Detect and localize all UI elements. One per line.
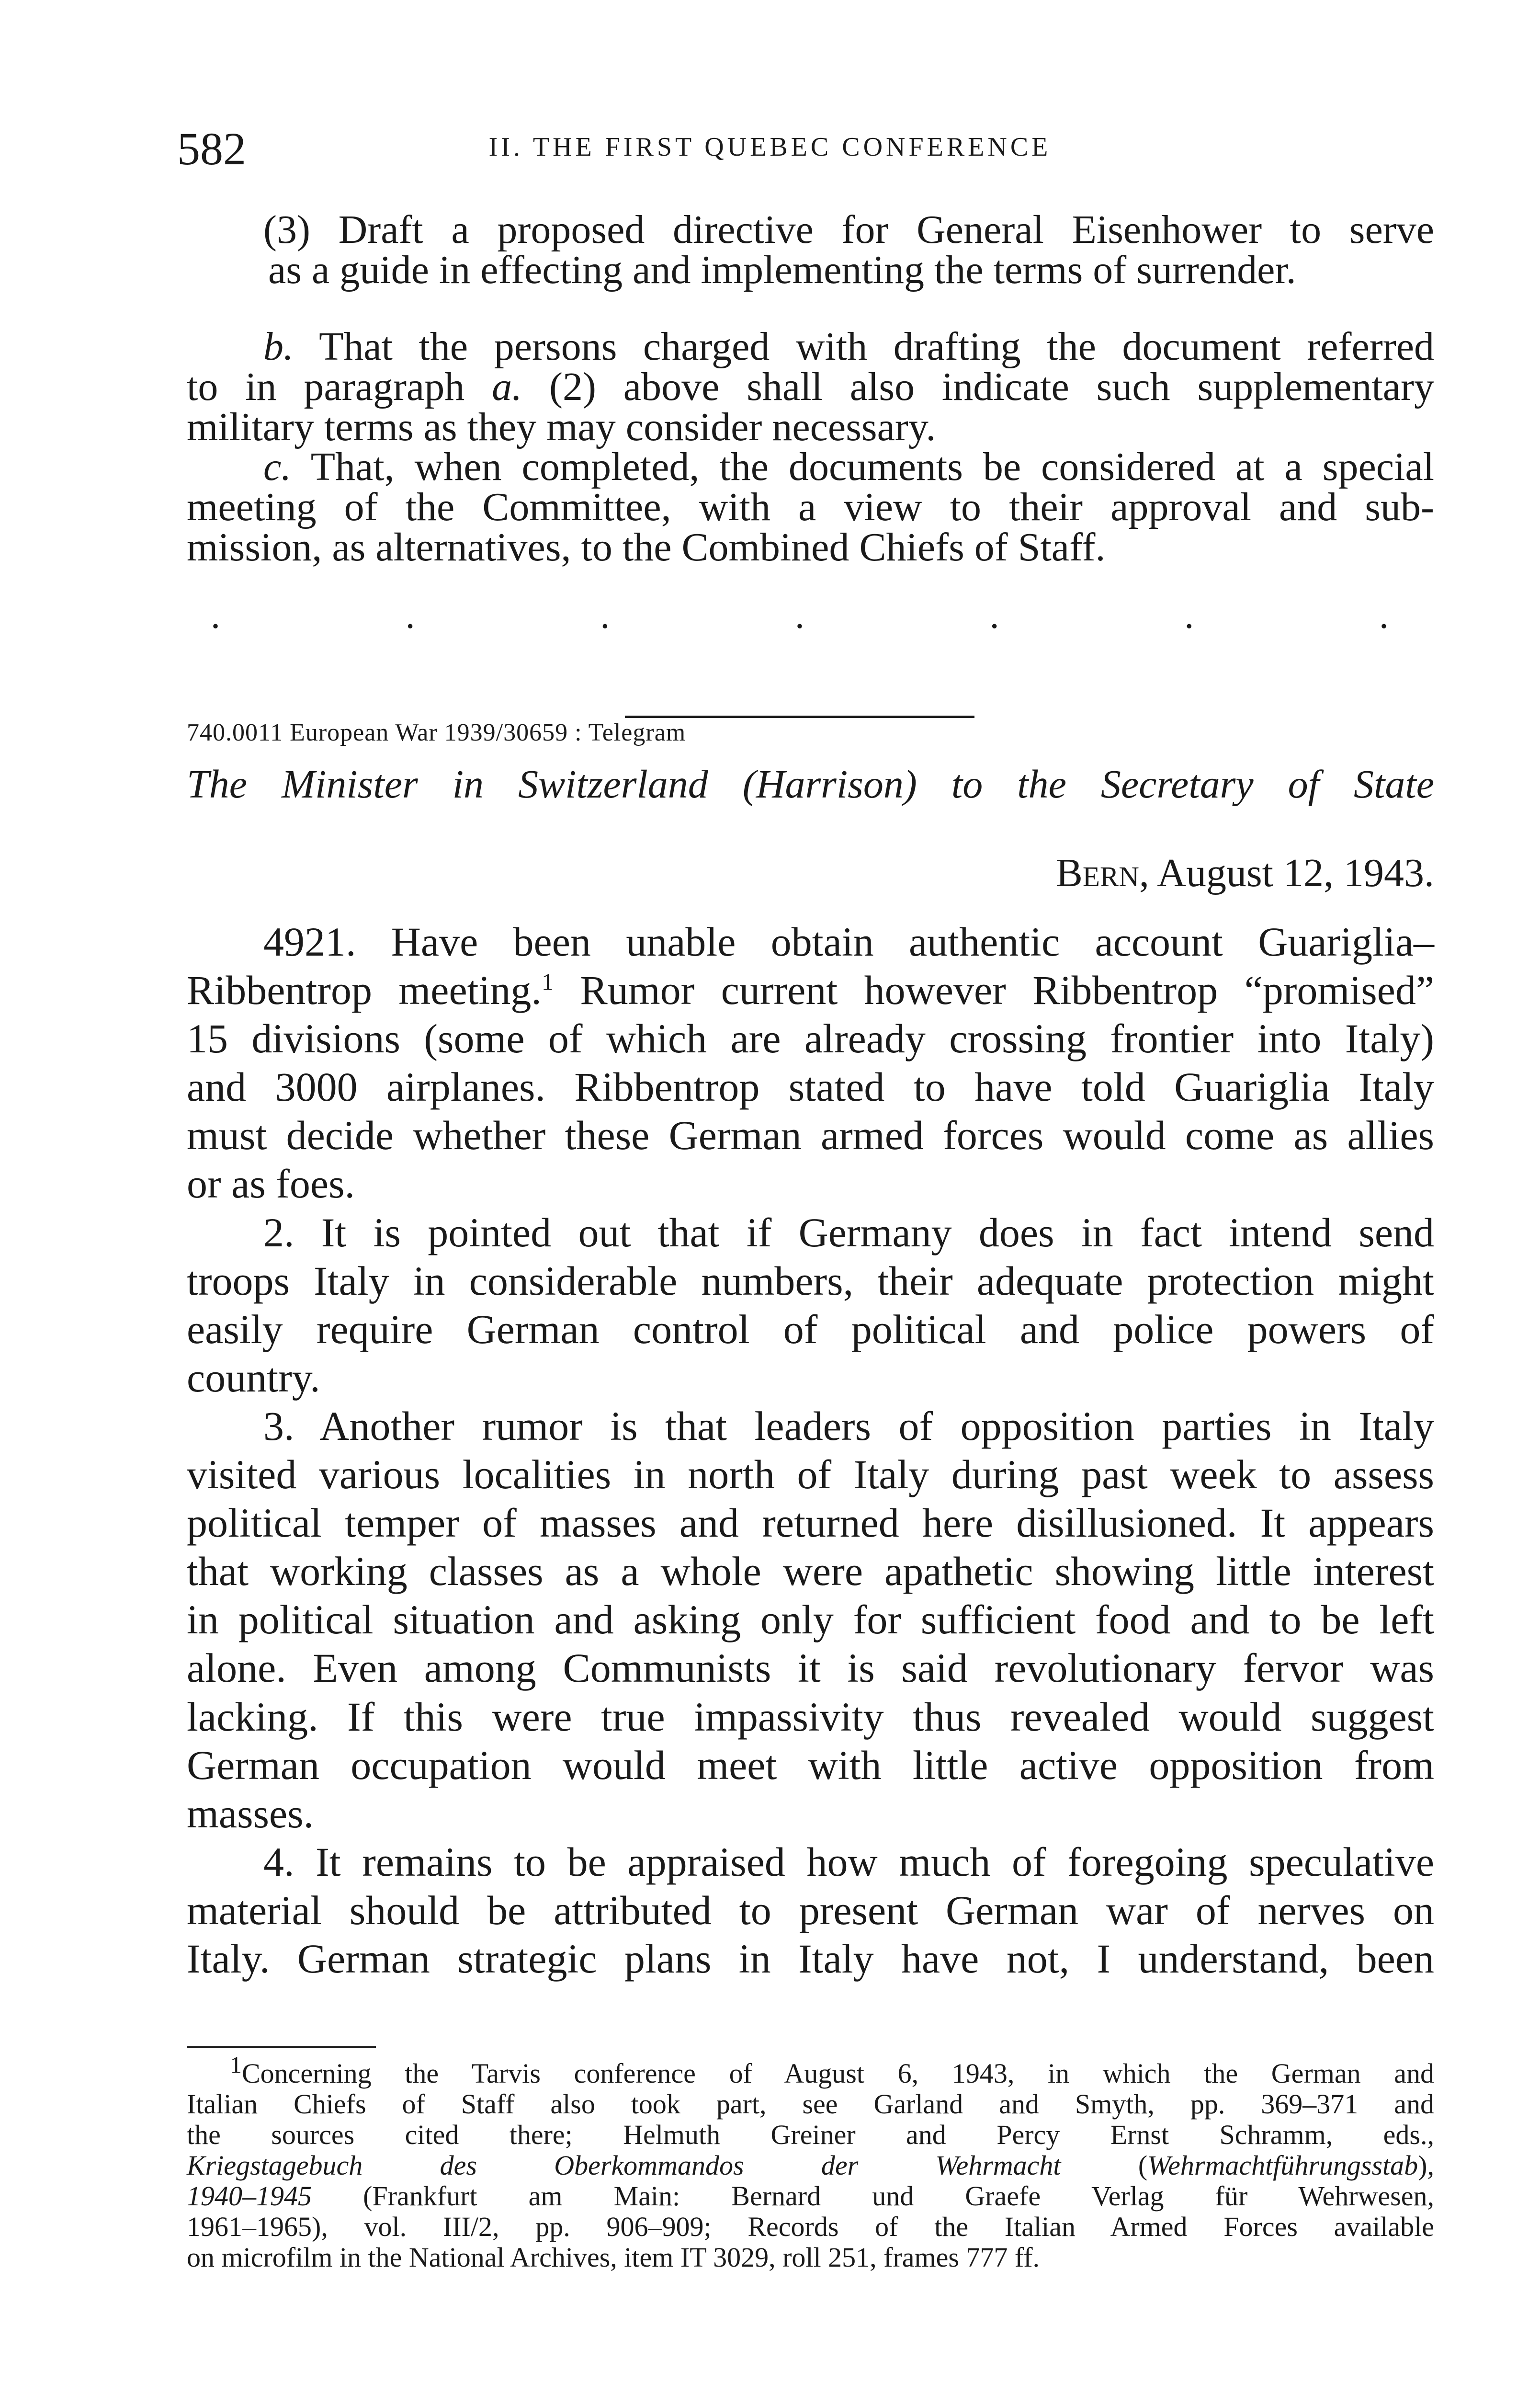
text-line: and 3000 airplanes. Ribbentrop stated to have told Guariglia Italy: [187, 1064, 1434, 1110]
text-line: or as foes.: [187, 1161, 355, 1207]
text-line: the sources cited there; Helmuth Greiner and Percy Ernst Schramm, eds.,: [187, 2119, 1434, 2150]
text-line: 4921. Have been unable obtain authentic account Guariglia–: [263, 919, 1434, 965]
omission-dot: .: [211, 594, 220, 637]
footnote: [187, 2051, 1434, 2273]
text-line: as a guide in effecting and implementing the terms of surrender.: [268, 248, 1296, 292]
text-line: 4. It remains to be appraised how much of foregoing speculative: [263, 1838, 1434, 1885]
omission-dot: .: [794, 594, 804, 637]
footnote-rule: [187, 2046, 376, 2048]
text-span: (Frankfurt am Main: Bernard und Graefe Verlag für Wehrwesen,: [312, 2180, 1434, 2212]
text-span: (2) above shall also indicate such supplementary: [549, 365, 1435, 409]
omission-dot: .: [989, 594, 999, 637]
item-letter-c: c.: [263, 445, 292, 489]
text-line: Italy. German strategic plans in Italy have not, I understand, been: [187, 1935, 1434, 1982]
text-line: [187, 2051, 1434, 2089]
omission-dot: .: [1379, 594, 1389, 637]
book-years: 1940–1945: [187, 2180, 312, 2212]
paragraph-reference: a.: [492, 365, 522, 409]
section-c: [187, 447, 1434, 568]
text-line: country.: [187, 1354, 320, 1401]
text-line: that working classes as a whole were apathetic showing little interest: [187, 1548, 1434, 1595]
book-title: Kriegstagebuch des Oberkommandos der Wehrmacht: [187, 2150, 1061, 2181]
text-span: Ribbentrop meeting.: [187, 967, 542, 1014]
text-line: lacking. If this were true impassivity thus revealed would suggest: [187, 1693, 1434, 1740]
text-line: 1961–1965), vol. III/2, pp. 906–909; Records of the Italian Armed Forces available: [187, 2211, 1434, 2242]
text-line: German occupation would meet with little active opposition from: [187, 1742, 1434, 1788]
dateline-place: Bern,: [1055, 851, 1149, 895]
item-letter-b: b.: [263, 324, 294, 369]
text-line: [187, 2181, 1434, 2212]
text-line: [187, 966, 1434, 1015]
text-line: 2. It is pointed out that if Germany does in fact intend send: [263, 1209, 1434, 1255]
file-reference: 740.0011 European War 1939/30659 : Telegram: [187, 719, 686, 746]
section-b: [187, 324, 1435, 449]
caption-name: Harrison: [756, 762, 904, 807]
text-span: Rumor current however Ribbentrop “promised”: [580, 967, 1435, 1014]
text-line: visited various localities in north of Italy during past week to assess: [187, 1451, 1434, 1498]
text-line: alone. Even among Communists it is said revolutionary fervor was: [187, 1645, 1434, 1691]
caption-text: ) to the Secretary of State: [903, 762, 1434, 807]
section-a-continued: [187, 207, 1434, 292]
text-line: material should be attributed to present German war of nerves on: [187, 1887, 1434, 1933]
text-span: That, when completed, the documents be considered at a special: [310, 445, 1434, 489]
omission-dot: .: [1184, 594, 1194, 637]
section-divider: [625, 716, 974, 718]
document-caption: [187, 762, 1434, 808]
text-line: (3) Draft a proposed directive for General Eisenhower to serve: [263, 207, 1434, 252]
text-span: Concerning the Tarvis conference of August 6, 1943, in which the German and: [242, 2058, 1434, 2089]
text-line: political temper of masses and returned here disillusioned. It appears: [187, 1500, 1434, 1546]
telegram-body: [187, 918, 1434, 1983]
text-line: mission, as alternatives, to the Combined Chiefs of Staff.: [187, 525, 1106, 570]
text-line: easily require German control of political and police powers of: [187, 1306, 1434, 1352]
text-span: to in paragraph: [187, 365, 465, 409]
text-line: meeting of the Committee, with a view to their approval and sub-: [187, 485, 1434, 529]
text-line: military terms as they may consider necessary.: [187, 405, 936, 449]
omission-dots: [211, 594, 1389, 638]
text-line: [187, 324, 1434, 369]
omission-dot: .: [405, 594, 415, 637]
text-line: troops Italy in considerable numbers, their adequate protection might: [187, 1257, 1434, 1304]
text-line: Italian Chiefs of Staff also took part, see Garland and Smyth, pp. 369–371 and: [187, 2088, 1434, 2120]
text-line: 15 divisions (some of which are already crossing frontier into Italy): [187, 1015, 1434, 1062]
text-line: [187, 447, 1434, 487]
text-line: masses.: [187, 1790, 314, 1836]
text-line: must decide whether these German armed forces would come as allies: [187, 1112, 1434, 1159]
text-line: on microfilm in the National Archives, item IT 3029, roll 251, frames 777 ff.: [187, 2242, 1040, 2273]
text-span: That the persons charged with drafting the document referred: [319, 324, 1434, 369]
text-line: [187, 2150, 1434, 2181]
footnote-marker: 1: [230, 2051, 242, 2078]
running-head: II. THE FIRST QUEBEC CONFERENCE: [488, 132, 1052, 162]
dateline-date: August 12, 1943.: [1157, 851, 1434, 895]
footnote-ref: 1: [541, 968, 554, 995]
text-line: [187, 367, 1434, 407]
page-number: 582: [177, 123, 246, 174]
text-span: ),: [1418, 2150, 1434, 2181]
dateline: [1056, 850, 1434, 896]
book-subtitle: Wehrmachtführungsstab: [1147, 2150, 1418, 2181]
text-line: in political situation and asking only for sufficient food and to be left: [187, 1597, 1434, 1643]
omission-dot: .: [600, 594, 610, 637]
text-span: (: [1061, 2150, 1148, 2181]
caption-text: The Minister in Switzerland (: [187, 762, 756, 807]
text-line: 3. Another rumor is that leaders of opposition parties in Italy: [263, 1403, 1434, 1449]
